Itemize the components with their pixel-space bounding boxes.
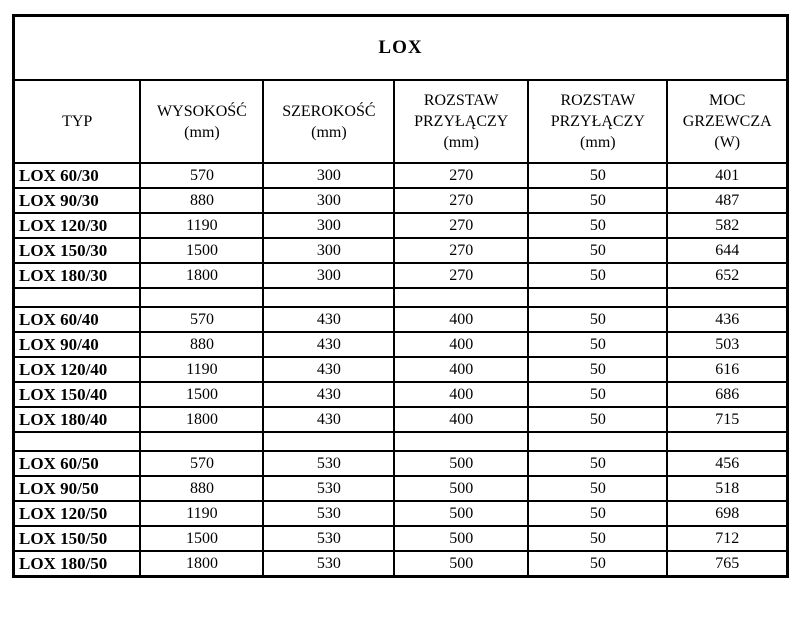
value-cell: 530 xyxy=(263,451,394,476)
column-header-moc-grzewcza xyxy=(667,80,787,163)
value-cell: 487 xyxy=(667,188,787,213)
value-cell: 712 xyxy=(667,526,787,551)
type-cell: LOX 150/50 xyxy=(14,526,141,551)
column-header-line: WYSOKOŚĆ xyxy=(157,102,247,120)
column-header-rozstaw-przylaczy-2 xyxy=(528,80,667,163)
value-cell: 50 xyxy=(528,213,667,238)
column-header-line: MOC xyxy=(709,92,746,109)
value-cell: 500 xyxy=(394,501,528,526)
spacer-cell xyxy=(528,432,667,451)
value-cell: 50 xyxy=(528,407,667,432)
value-cell: 270 xyxy=(394,188,528,213)
table-row xyxy=(14,407,788,432)
value-cell: 1800 xyxy=(140,407,263,432)
value-cell: 430 xyxy=(263,332,394,357)
value-cell: 300 xyxy=(263,263,394,288)
lox-spec-table xyxy=(12,14,789,578)
value-cell: 1500 xyxy=(140,526,263,551)
type-cell: LOX 60/30 xyxy=(14,163,141,188)
table-row xyxy=(14,263,788,288)
value-cell: 436 xyxy=(667,307,787,332)
value-cell: 270 xyxy=(394,238,528,263)
spacer-row xyxy=(14,432,788,451)
value-cell: 50 xyxy=(528,332,667,357)
table-row xyxy=(14,551,788,577)
value-cell: 500 xyxy=(394,526,528,551)
spacer-cell xyxy=(528,288,667,307)
value-cell: 530 xyxy=(263,476,394,501)
type-cell: LOX 150/40 xyxy=(14,382,141,407)
table-row xyxy=(14,213,788,238)
column-header-line: SZEROKOŚĆ xyxy=(282,102,376,120)
value-cell: 715 xyxy=(667,407,787,432)
value-cell: 644 xyxy=(667,238,787,263)
column-header-wysokosc xyxy=(140,80,263,163)
value-cell: 652 xyxy=(667,263,787,288)
value-cell: 698 xyxy=(667,501,787,526)
type-cell: LOX 180/40 xyxy=(14,407,141,432)
value-cell: 880 xyxy=(140,332,263,357)
value-cell: 50 xyxy=(528,263,667,288)
value-cell: 500 xyxy=(394,551,528,577)
spacer-cell xyxy=(394,288,528,307)
column-header-line: TYP xyxy=(62,113,93,130)
value-cell: 400 xyxy=(394,382,528,407)
spacer-cell xyxy=(140,432,263,451)
column-header-line: (mm) xyxy=(311,123,347,141)
value-cell: 686 xyxy=(667,382,787,407)
spacer-cell xyxy=(667,288,787,307)
spacer-cell xyxy=(140,288,263,307)
spacer-cell xyxy=(394,432,528,451)
value-cell: 300 xyxy=(263,238,394,263)
value-cell: 880 xyxy=(140,188,263,213)
column-header-line: GRZEWCZA xyxy=(682,113,772,130)
type-cell: LOX 180/50 xyxy=(14,551,141,577)
table-row xyxy=(14,163,788,188)
column-header-rozstaw-przylaczy-1 xyxy=(394,80,528,163)
column-header-line: (W) xyxy=(714,134,741,151)
table-row xyxy=(14,476,788,501)
value-cell: 430 xyxy=(263,407,394,432)
table-row xyxy=(14,451,788,476)
table-row xyxy=(14,382,788,407)
type-cell: LOX 120/30 xyxy=(14,213,141,238)
value-cell: 530 xyxy=(263,551,394,577)
table-header-row xyxy=(14,80,788,163)
value-cell: 400 xyxy=(394,332,528,357)
type-cell: LOX 120/50 xyxy=(14,501,141,526)
type-cell: LOX 180/30 xyxy=(14,263,141,288)
value-cell: 50 xyxy=(528,476,667,501)
value-cell: 456 xyxy=(667,451,787,476)
spacer-cell xyxy=(263,288,394,307)
value-cell: 50 xyxy=(528,382,667,407)
value-cell: 300 xyxy=(263,188,394,213)
spacer-cell xyxy=(14,432,141,451)
value-cell: 503 xyxy=(667,332,787,357)
column-header-line: (mm) xyxy=(443,134,479,151)
table-body xyxy=(14,163,788,577)
table-row xyxy=(14,357,788,382)
column-header-line: ROZSTAW xyxy=(423,92,499,109)
table-row xyxy=(14,526,788,551)
type-cell: LOX 60/50 xyxy=(14,451,141,476)
value-cell: 570 xyxy=(140,163,263,188)
value-cell: 50 xyxy=(528,238,667,263)
value-cell: 570 xyxy=(140,451,263,476)
value-cell: 270 xyxy=(394,163,528,188)
value-cell: 401 xyxy=(667,163,787,188)
type-cell: LOX 120/40 xyxy=(14,357,141,382)
table-title: LOX xyxy=(14,16,788,81)
value-cell: 300 xyxy=(263,163,394,188)
type-cell: LOX 90/30 xyxy=(14,188,141,213)
value-cell: 582 xyxy=(667,213,787,238)
value-cell: 1800 xyxy=(140,263,263,288)
table-row xyxy=(14,332,788,357)
type-cell: LOX 150/30 xyxy=(14,238,141,263)
value-cell: 50 xyxy=(528,188,667,213)
table-row xyxy=(14,238,788,263)
value-cell: 1190 xyxy=(140,213,263,238)
value-cell: 400 xyxy=(394,357,528,382)
table-row xyxy=(14,307,788,332)
column-header-line: (mm) xyxy=(184,123,220,141)
value-cell: 1500 xyxy=(140,382,263,407)
type-cell: LOX 60/40 xyxy=(14,307,141,332)
type-cell: LOX 90/50 xyxy=(14,476,141,501)
value-cell: 518 xyxy=(667,476,787,501)
value-cell: 430 xyxy=(263,357,394,382)
column-header-line: PRZYŁĄCZY xyxy=(550,113,645,130)
spacer-cell xyxy=(263,432,394,451)
value-cell: 1190 xyxy=(140,357,263,382)
spacer-row xyxy=(14,288,788,307)
value-cell: 300 xyxy=(263,213,394,238)
value-cell: 270 xyxy=(394,263,528,288)
value-cell: 50 xyxy=(528,526,667,551)
column-header-szerokosc xyxy=(263,80,394,163)
value-cell: 430 xyxy=(263,382,394,407)
value-cell: 50 xyxy=(528,501,667,526)
column-header-line: PRZYŁĄCZY xyxy=(414,113,509,130)
value-cell: 1190 xyxy=(140,501,263,526)
value-cell: 430 xyxy=(263,307,394,332)
spacer-cell xyxy=(14,288,141,307)
value-cell: 500 xyxy=(394,451,528,476)
value-cell: 880 xyxy=(140,476,263,501)
column-header-line: ROZSTAW xyxy=(560,92,636,109)
table-row xyxy=(14,501,788,526)
value-cell: 1800 xyxy=(140,551,263,577)
value-cell: 500 xyxy=(394,476,528,501)
value-cell: 50 xyxy=(528,163,667,188)
table-title-row xyxy=(14,16,788,81)
value-cell: 50 xyxy=(528,307,667,332)
value-cell: 50 xyxy=(528,551,667,577)
value-cell: 270 xyxy=(394,213,528,238)
value-cell: 765 xyxy=(667,551,787,577)
value-cell: 1500 xyxy=(140,238,263,263)
table-row xyxy=(14,188,788,213)
value-cell: 570 xyxy=(140,307,263,332)
value-cell: 50 xyxy=(528,451,667,476)
value-cell: 616 xyxy=(667,357,787,382)
value-cell: 400 xyxy=(394,407,528,432)
type-cell: LOX 90/40 xyxy=(14,332,141,357)
value-cell: 530 xyxy=(263,501,394,526)
value-cell: 400 xyxy=(394,307,528,332)
spacer-cell xyxy=(667,432,787,451)
value-cell: 50 xyxy=(528,357,667,382)
value-cell: 530 xyxy=(263,526,394,551)
column-header-line: (mm) xyxy=(580,134,616,151)
column-header-typ xyxy=(14,80,141,163)
